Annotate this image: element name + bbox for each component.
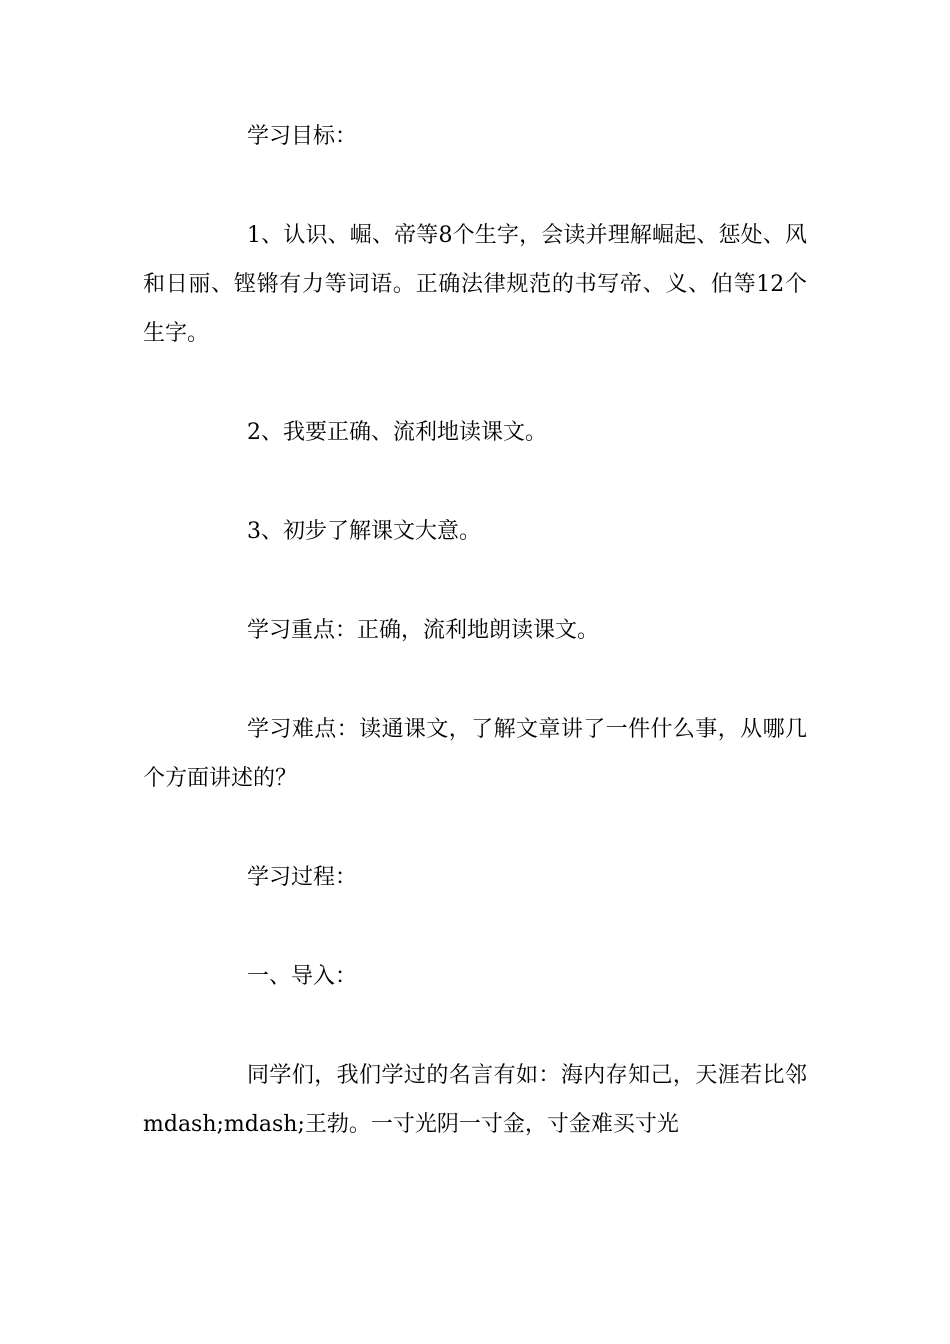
heading-learning-process: 学习过程： (247, 865, 358, 890)
document-body (143, 112, 807, 1199)
heading-learning-goals: 学习目标： (247, 124, 358, 149)
goal-item-1: 1、认识、崛、帝等8个生字，会读并理解崛起、惩处、风和日丽、铿锵有力等词语。正确法律规范的书写帝、义、伯等12个生字。 (143, 223, 807, 346)
goal-item-2: 2、我要正确、流利地读课文。 (247, 420, 547, 445)
goal-item-3: 3、初步了解课文大意。 (247, 519, 481, 544)
difficult-points: 学习难点：读通课文，了解文章讲了一件什么事，从哪几个方面讲述的？ (143, 717, 807, 791)
section-introduction: 一、导入： (247, 964, 358, 989)
introduction-text: 同学们，我们学过的名言有如：海内存知己，天涯若比邻mdash;mdash;王勃。一寸光阴一寸金，寸金难买寸光 (143, 1063, 807, 1137)
key-points: 学习重点：正确，流利地朗读课文。 (247, 618, 600, 643)
